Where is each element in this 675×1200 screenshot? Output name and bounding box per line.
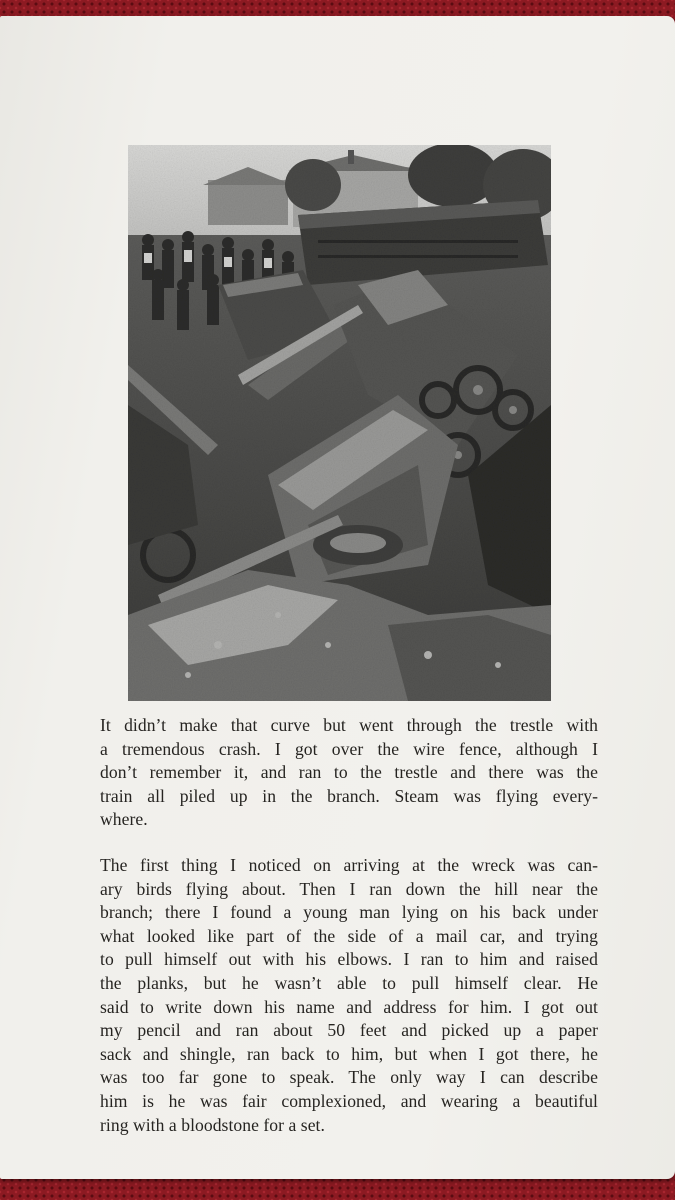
paragraph-2 (100, 854, 598, 1137)
text-line: It didn’t make that curve but went through the trestle with (100, 715, 598, 735)
text-line: sack and shingle, ran back to him, but when I got there, he (100, 1043, 598, 1064)
text-line: train all piled up in the branch. Steam was flying every- (100, 785, 598, 806)
text-line: The first thing I noticed on arriving at the wreck was can- (100, 854, 598, 875)
text-line: the planks, but he wasn’t able to pull himself clear. He (100, 972, 598, 993)
text-line: what looked like part of the side of a mail car, and trying (100, 925, 598, 946)
text-line: ring with a bloodstone for a set. (100, 1114, 325, 1135)
text-line: was too far gone to speak. The only way I can describe (100, 1067, 598, 1088)
text-line: my pencil and ran about 50 feet and picked up a paper (100, 1020, 598, 1041)
text-line: don’t remember it, and ran to the trestle and there was the (100, 762, 598, 783)
text-line: where. (100, 809, 148, 830)
book-page (0, 16, 675, 1179)
text-line: to pull himself out with his elbows. I ran to him and raised (100, 949, 598, 970)
text-line: a tremendous crash. I got over the wire fence, although I (100, 738, 598, 759)
story-text (100, 714, 598, 1159)
text-line: him is he was fair complexioned, and wearing a beautiful (100, 1090, 598, 1111)
text-line: said to write down his name and address for him. I got out (100, 996, 598, 1017)
train-wreck-photo (128, 145, 551, 701)
text-line: branch; there I found a young man lying on his back under (100, 902, 598, 923)
text-line: ary birds flying about. Then I ran down the hill near the (100, 878, 598, 899)
paragraph-1 (100, 714, 598, 832)
